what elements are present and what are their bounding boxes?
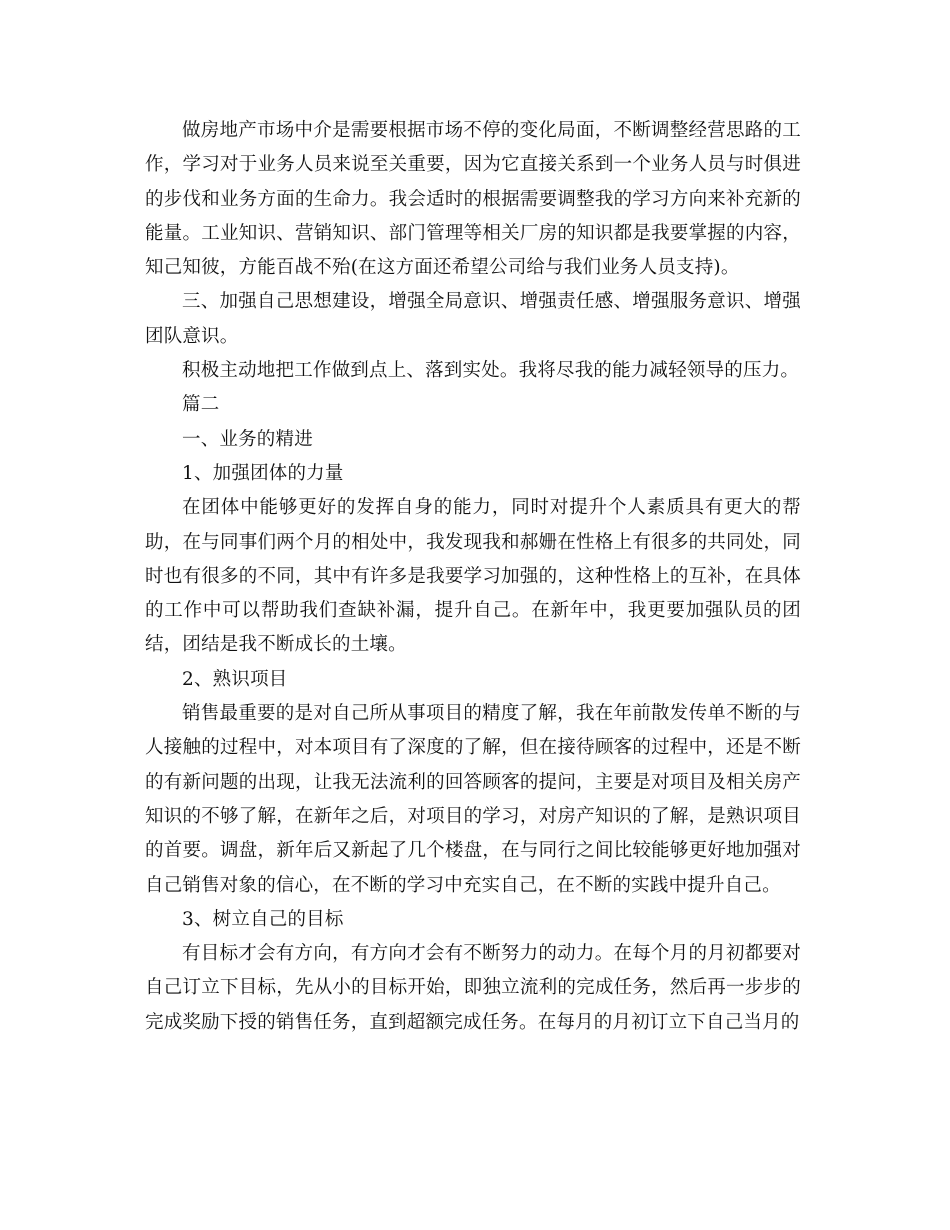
- document-body: [145, 114, 801, 1040]
- heading-part-two: 篇二: [182, 394, 220, 416]
- paragraph-section-three: 三、加强自己思想建设，增强全局意识、增强责任感、增强服务意识、增强团队意识。: [145, 291, 801, 347]
- heading-set-goals: 3、树立自己的目标: [182, 908, 344, 930]
- heading-team-strength: 1、加强团体的力量: [182, 462, 344, 484]
- paragraph-team: 在团体中能够更好的发挥自身的能力，同时对提升个人素质具有更大的帮助，在与同事们两个月的相处中，我发现我和郝姗在性格上有很多的共同处，同时也有很多的不同，其中有许多是我要学习加强的，这种性格上的互补，在具体的工作中可以帮助我们查缺补漏，提升自己。在新年中，我更要加强队员的团结，团结是我不断成长的土壤。: [145, 497, 801, 656]
- heading-know-project: 2、熟识项目: [182, 668, 288, 690]
- paragraph-goals: 有目标才会有方向，有方向才会有不断努力的动力。在每个月的月初都要对自己订立下目标，先从小的目标开始，即独立流利的完成任务，然后再一步步的完成奖励下授的销售任务，直到超额完成任务。在每月的月初订立下自己当月的: [145, 943, 801, 1033]
- heading-business-progress: 一、业务的精进: [182, 428, 313, 450]
- paragraph-intro: 做房地产市场中介是需要根据市场不停的变化局面，不断调整经营思路的工作，学习对于业务人员来说至关重要，因为它直接关系到一个业务人员与时俱进的步伐和业务方面的生命力。我会适时的根据需要调整我的学习方向来补充新的能量。工业知识、营销知识、部门管理等相关厂房的知识都是我要掌握的内容，知己知彼，方能百战不殆(在这方面还希望公司给与我们业务人员支持)。: [145, 120, 801, 279]
- paragraph-proactive: 积极主动地把工作做到点上、落到实处。我将尽我的能力减轻领导的压力。: [182, 360, 800, 382]
- paragraph-project: 销售最重要的是对自己所从事项目的精度了解，我在年前散发传单不断的与人接触的过程中，对本项目有了深度的了解，但在接待顾客的过程中，还是不断的有新问题的出现，让我无法流利的回答顾客的提问，主要是对项目及相关房产知识的不够了解，在新年之后，对项目的学习，对房产知识的了解，是熟识项目的首要。调盘，新年后又新起了几个楼盘，在与同行之间比较能够更好地加强对自己销售对象的信心，在不断的学习中充实自己，在不断的实践中提升自己。: [145, 703, 801, 896]
